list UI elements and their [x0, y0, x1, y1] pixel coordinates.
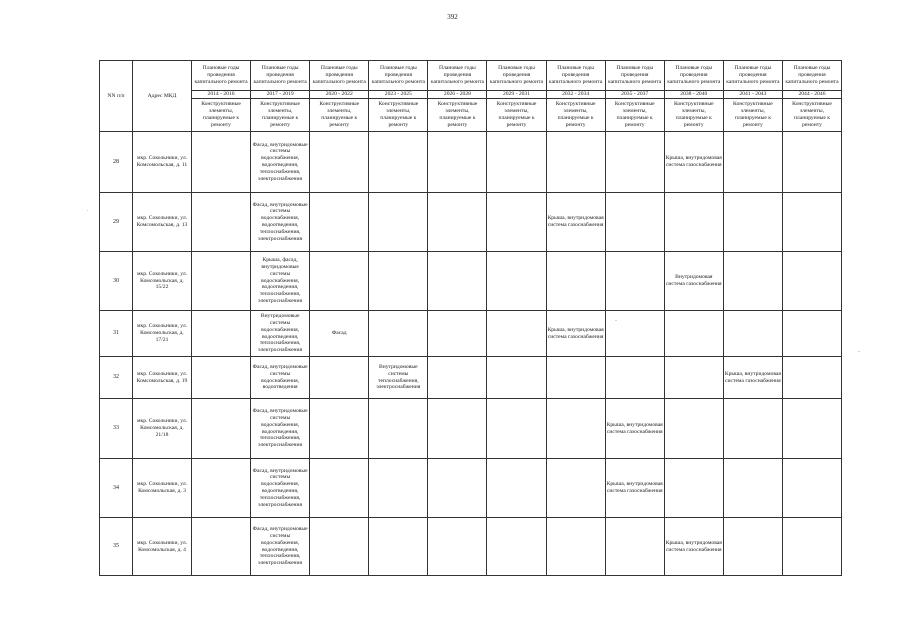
- header-period: Плановые годы проведения капитального ремонта 2044 - 2046: [782, 61, 841, 99]
- row-cell: [487, 357, 546, 399]
- row-number: 31: [100, 311, 133, 357]
- header-period: Плановые годы проведения капитального ремонта 2035 - 2037: [605, 61, 664, 99]
- row-cell: [310, 193, 369, 252]
- header-address: Адрес МКД: [133, 61, 192, 132]
- row-cell: Крыша, внутридомовая система газоснабжения: [664, 132, 723, 193]
- header-elements: Конструктивные элементы, планируемые к ремонту: [782, 99, 841, 132]
- header-period: Плановые годы проведения капитального ремонта 2026 - 2028: [428, 61, 487, 99]
- row-address: мкр. Сокольники, ул. Комсомольская, д. 13: [133, 193, 192, 252]
- header-period: Плановые годы проведения капитального ремонта 2017 - 2019: [251, 61, 310, 99]
- row-cell: [428, 518, 487, 576]
- row-cell: [664, 459, 723, 518]
- table-row: [100, 311, 842, 357]
- table-row: [100, 518, 842, 576]
- row-cell: [192, 459, 251, 518]
- row-cell: [487, 518, 546, 576]
- row-cell: [192, 132, 251, 193]
- row-cell: [310, 518, 369, 576]
- row-cell: [782, 518, 841, 576]
- row-cell: Крыша, внутридомовая система газоснабжения: [546, 193, 605, 252]
- row-cell: [723, 132, 782, 193]
- row-number: 28: [100, 132, 133, 193]
- row-address: мкр. Сокольники, ул. Комсомольская, д. 15/22: [133, 252, 192, 311]
- row-cell: [192, 357, 251, 399]
- row-cell: [723, 459, 782, 518]
- row-cell: [369, 518, 428, 576]
- header-period: Плановые годы проведения капитального ремонта 2023 - 2025: [369, 61, 428, 99]
- row-cell: [605, 193, 664, 252]
- scan-speck: -: [615, 318, 617, 324]
- row-address: мкр. Сокольники, ул. Комсомольская, д. 11: [133, 132, 192, 193]
- scan-speck: -: [858, 349, 860, 355]
- row-cell: [428, 459, 487, 518]
- row-cell: Крыша, внутридомовая система газоснабжения: [723, 357, 782, 399]
- row-number: 30: [100, 252, 133, 311]
- row-cell: [782, 311, 841, 357]
- row-cell: [428, 311, 487, 357]
- row-cell: Фасад, внутридомовые системы водоснабжения, водоотведения: [251, 357, 310, 399]
- row-number: 33: [100, 399, 133, 459]
- row-cell: Крыша, внутридомовая система газоснабжения: [605, 459, 664, 518]
- row-number: 34: [100, 459, 133, 518]
- row-number: 35: [100, 518, 133, 576]
- row-cell: [664, 311, 723, 357]
- row-cell: [487, 399, 546, 459]
- row-address: мкр. Сокольники, ул. Комсомольская, д. 3: [133, 459, 192, 518]
- row-cell: [310, 399, 369, 459]
- row-cell: [782, 459, 841, 518]
- row-cell: [192, 518, 251, 576]
- row-cell: [664, 357, 723, 399]
- row-cell: [428, 132, 487, 193]
- row-cell: [192, 252, 251, 311]
- row-cell: Фасад, внутридомовые системы водоснабжения, водоотведения, теплоснабжения, электроснабжения: [251, 399, 310, 459]
- row-cell: [428, 357, 487, 399]
- row-cell: [369, 252, 428, 311]
- table-row: [100, 399, 842, 459]
- header-elements: Конструктивные элементы, планируемые к ремонту: [192, 99, 251, 132]
- row-number: 32: [100, 357, 133, 399]
- row-cell: Фасад, внутридомовые системы водоснабжения, водоотведения, теплоснабжения, электроснабжения: [251, 132, 310, 193]
- header-row-periods: [100, 61, 842, 99]
- header-period: Плановые годы проведения капитального ремонта 2014 - 2016: [192, 61, 251, 99]
- row-cell: [546, 252, 605, 311]
- row-cell: [369, 459, 428, 518]
- row-cell: Крыша, внутридомовая система газоснабжения: [605, 399, 664, 459]
- row-cell: [428, 399, 487, 459]
- row-cell: [546, 518, 605, 576]
- row-cell: [369, 399, 428, 459]
- scan-speck: .: [87, 207, 89, 213]
- header-elements: Конструктивные элементы, планируемые к ремонту: [310, 99, 369, 132]
- row-cell: Фасад, внутридомовые системы водоснабжения, водоотведения, теплоснабжения, электроснабжения: [251, 193, 310, 252]
- row-address: мкр. Сокольники, ул. Комсомольская, д. 4: [133, 518, 192, 576]
- table-row: [100, 252, 842, 311]
- header-period: Плановые годы проведения капитального ремонта 2041 - 2043: [723, 61, 782, 99]
- capital-repair-table: [99, 60, 842, 576]
- row-address: мкр. Сокольники, ул. Комсомольская, д. 19: [133, 357, 192, 399]
- row-cell: [192, 311, 251, 357]
- row-cell: Внутридомовые системы водоснабжения, водоотведения, теплоснабжения, электроснабжения: [251, 311, 310, 357]
- row-cell: Фасад, внутридомовые системы водоснабжения, водоотведения, теплоснабжения, электроснабжения: [251, 518, 310, 576]
- header-period: Плановые годы проведения капитального ремонта 2032 - 2034: [546, 61, 605, 99]
- row-cell: [487, 193, 546, 252]
- row-cell: [487, 311, 546, 357]
- row-cell: [723, 399, 782, 459]
- row-cell: [782, 252, 841, 311]
- page-number: 392: [447, 13, 458, 21]
- row-cell: [605, 311, 664, 357]
- row-cell: [605, 357, 664, 399]
- header-elements: Конструктивные элементы, планируемые к ремонту: [369, 99, 428, 132]
- header-num: NN п/п: [100, 61, 133, 132]
- row-cell: [428, 193, 487, 252]
- row-cell: [782, 193, 841, 252]
- row-cell: Крыша, внутридомовая система газоснабжения: [546, 311, 605, 357]
- row-cell: [664, 399, 723, 459]
- row-cell: [664, 193, 723, 252]
- row-cell: [782, 357, 841, 399]
- row-cell: [546, 459, 605, 518]
- row-cell: [782, 399, 841, 459]
- table-row: [100, 357, 842, 399]
- row-number: 29: [100, 193, 133, 252]
- row-cell: Фасад: [310, 311, 369, 357]
- row-cell: [605, 252, 664, 311]
- header-row-elements: [100, 99, 842, 132]
- row-cell: [428, 252, 487, 311]
- row-cell: [310, 132, 369, 193]
- row-cell: [369, 311, 428, 357]
- row-cell: [546, 132, 605, 193]
- header-elements: Конструктивные элементы, планируемые к ремонту: [487, 99, 546, 132]
- row-cell: [310, 459, 369, 518]
- header-elements: Конструктивные элементы, планируемые к ремонту: [664, 99, 723, 132]
- header-elements: Конструктивные элементы, планируемые к ремонту: [546, 99, 605, 132]
- row-cell: Крыша, внутридомовая система газоснабжения: [664, 518, 723, 576]
- row-address: мкр. Сокольники, ул. Комсомольская, д. 21/18: [133, 399, 192, 459]
- row-cell: [192, 399, 251, 459]
- header-period: Плановые годы проведения капитального ремонта 2029 - 2031: [487, 61, 546, 99]
- row-cell: Фасад, внутридомовые системы водоснабжения, водоотведения, теплоснабжения, электроснабжения: [251, 459, 310, 518]
- table-row: [100, 459, 842, 518]
- header-period: Плановые годы проведения капитального ремонта 2038 - 2040: [664, 61, 723, 99]
- row-cell: [369, 193, 428, 252]
- table-row: [100, 132, 842, 193]
- row-cell: [192, 193, 251, 252]
- row-cell: Внутридомовая система газоснабжения: [664, 252, 723, 311]
- row-cell: [723, 311, 782, 357]
- row-cell: Крыша, фасад, внутридомовые системы водоснабжения, водоотведения, теплоснабжения, электроснабжения: [251, 252, 310, 311]
- row-cell: Внутридомовые системы теплоснабжения, электроснабжения: [369, 357, 428, 399]
- row-cell: [310, 252, 369, 311]
- row-cell: [723, 193, 782, 252]
- row-cell: [546, 399, 605, 459]
- row-cell: [723, 518, 782, 576]
- row-cell: [369, 132, 428, 193]
- row-address: мкр. Сокольники, ул. Комсомольская, д. 17/21: [133, 311, 192, 357]
- header-elements: Конструктивные элементы, планируемые к ремонту: [251, 99, 310, 132]
- row-cell: [605, 132, 664, 193]
- table-row: [100, 193, 842, 252]
- header-elements: Конструктивные элементы, планируемые к ремонту: [723, 99, 782, 132]
- header-elements: Конструктивные элементы, планируемые к ремонту: [605, 99, 664, 132]
- row-cell: [605, 518, 664, 576]
- row-cell: [723, 252, 782, 311]
- row-cell: [782, 132, 841, 193]
- header-elements: Конструктивные элементы, планируемые к ремонту: [428, 99, 487, 132]
- row-cell: [487, 459, 546, 518]
- row-cell: [487, 252, 546, 311]
- row-cell: [487, 132, 546, 193]
- row-cell: [546, 357, 605, 399]
- header-period: Плановые годы проведения капитального ремонта 2020 - 2022: [310, 61, 369, 99]
- row-cell: [310, 357, 369, 399]
